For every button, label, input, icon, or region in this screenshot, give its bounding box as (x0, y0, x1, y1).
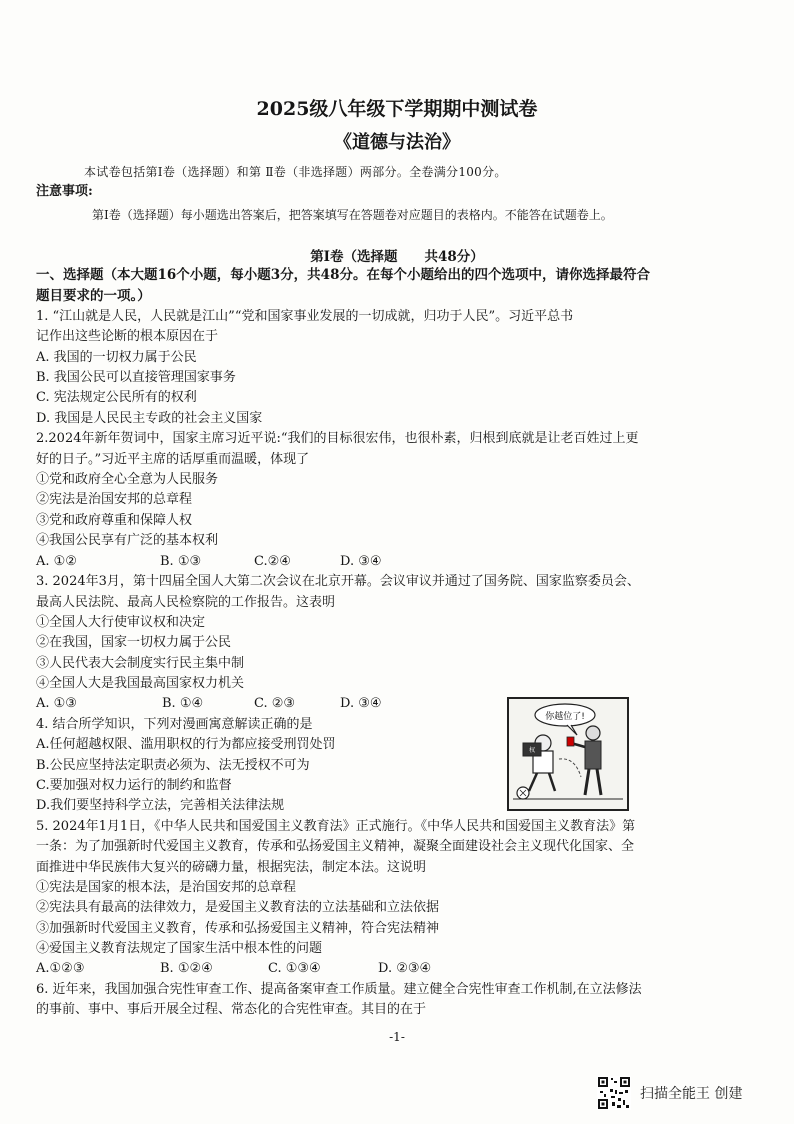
exam-intro: 本试卷包括第Ⅰ卷（选择题）和第 Ⅱ卷（非选择题）两部分。全卷满分100分。 (84, 165, 507, 179)
q5-option-c: C. ①③④ (268, 961, 321, 976)
qr-code (597, 1076, 631, 1110)
exam-title: 2025级八年级下学期期中测试卷 (256, 98, 538, 120)
q2-item-4: ④我国公民享有广泛的基本权利 (36, 533, 219, 548)
q5-item-4: ④爱国主义教育法规定了国家生活中根本性的问题 (36, 941, 323, 956)
q2-item-1: ①党和政府全心全意为人民服务 (36, 472, 219, 487)
q3-item-4: ④全国人大是我国最高国家权力机关 (36, 676, 245, 691)
q5-option-b: B. ①②④ (160, 961, 213, 976)
q2-option-d: D. ③④ (340, 554, 382, 569)
scanner-watermark: 扫描全能王 创建 (640, 1086, 743, 1102)
q3-option-b: B. ①④ (162, 696, 204, 711)
q3-option-c: C. ②③ (254, 696, 296, 711)
q4-option-b: B.公民应坚持法定职责必须为、法无授权不可为 (36, 758, 310, 773)
q5-item-3: ③加强新时代爱国主义教育，传承和弘扬爱国主义精神，符合宪法精神 (36, 921, 440, 936)
notice-text: 第Ⅰ卷（选择题）每小题选出答案后，把答案填写在答题卷对应题目的表格内。不能答在试题卷上。 (92, 208, 613, 222)
comic-drawing (509, 699, 627, 809)
q2-option-a: A. ①② (36, 554, 77, 569)
q3-item-2: ②在我国，国家一切权力属于公民 (36, 635, 232, 650)
subject-title: 《道德与法治》 (334, 132, 460, 153)
instructions-line-2: 题目要求的一项。） (36, 288, 151, 304)
q3-item-3: ③人民代表大会制度实行民主集中制 (36, 656, 245, 671)
q5-item-2: ②宪法具有最高的法律效力，是爱国主义教育法的立法基础和立法依据 (36, 900, 440, 915)
qr-code-icon (597, 1076, 631, 1110)
q5-option-d: D. ②③④ (378, 961, 432, 976)
page-number: -1- (389, 1030, 405, 1044)
q4-option-a: A.任何超越权限、滥用职权的行为都应接受刑罚处罚 (36, 737, 336, 752)
q6-stem-1: 6. 近年来，我国加强合宪性审查工作、提高备案审查工作质量。建立健全合宪性审查工作机制,在立法修法 (36, 982, 642, 997)
q2-item-2: ②宪法是治国安邦的总章程 (36, 492, 193, 507)
q3-option-a: A. ①③ (36, 696, 77, 711)
q1-option-a: A. 我国的一切权力属于公民 (36, 350, 197, 365)
comic-caption: 你越位了! (545, 712, 585, 722)
q5-option-a: A.①②③ (36, 961, 85, 976)
q5-stem-3: 面推进中华民族伟大复兴的磅礴力量，根据宪法，制定本法。这说明 (36, 860, 427, 875)
q4-stem: 4. 结合所学知识，下列对漫画寓意解读正确的是 (36, 717, 313, 732)
q1-option-c: C. 宪法规定公民所有的权利 (36, 390, 197, 405)
q2-option-c: C.②④ (254, 554, 291, 569)
q1-option-d: D. 我国是人民民主专政的社会主义国家 (36, 411, 263, 426)
q5-stem-1: 5. 2024年1月1日，《中华人民共和国爱国主义教育法》正式施行。《中华人民共和国爱国主义教育法》第 (36, 819, 636, 834)
q3-item-1: ①全国人大行使审议权和决定 (36, 615, 206, 630)
notice-label: 注意事项: (36, 184, 93, 199)
q3-stem-1: 3. 2024年3月，第十四届全国人大第二次会议在北京开幕。会议审议并通过了国务院、国家监察委员会、 (36, 574, 640, 589)
q3-option-d: D. ③④ (340, 696, 382, 711)
q5-stem-2: 一条：为了加强新时代爱国主义教育，传承和弘扬爱国主义精神，凝聚全面建设社会主义现代化国家、全 (36, 839, 635, 854)
svg-text:权: 权 (528, 747, 536, 754)
instructions-line-1: 一、选择题（本大题16个小题，每小题3分，共48分。在每个小题给出的四个选项中，请你选择最符合 (36, 267, 650, 283)
q4-option-c: C.要加强对权力运行的制约和监督 (36, 778, 232, 793)
q4-option-d: D.我们要坚持科学立法，完善相关法律法规 (36, 798, 285, 813)
q1-option-b: B. 我国公民可以直接管理国家事务 (36, 370, 236, 385)
q1-stem-2: 记作出这些论断的根本原因在于 (36, 329, 219, 344)
q2-stem-2: 好的日子。”习近平主席的话厚重而温暖，体现了 (36, 452, 310, 467)
q2-stem-1: 2.2024年新年贺词中，国家主席习近平说:“我们的目标很宏伟，也很朴素，归根到底就是让老百姓过上更 (36, 431, 639, 446)
q2-option-b: B. ①③ (160, 554, 202, 569)
q6-stem-2: 的事前、事中、事后开展全过程、常态化的合宪性审查。其目的在于 (36, 1002, 427, 1017)
q5-item-1: ①宪法是国家的根本法，是治国安邦的总章程 (36, 880, 297, 895)
section-title: 第Ⅰ卷（选择题 共48分） (310, 249, 484, 265)
comic-illustration (507, 697, 629, 811)
q2-item-3: ③党和政府尊重和保障人权 (36, 513, 193, 528)
q1-stem-1: 1. “江山就是人民，人民就是江山”“党和国家事业发展的一切成就，归功于人民”。习近平总书 (36, 309, 574, 324)
q3-stem-2: 最高人民法院、最高人民检察院的工作报告。这表明 (36, 595, 336, 610)
